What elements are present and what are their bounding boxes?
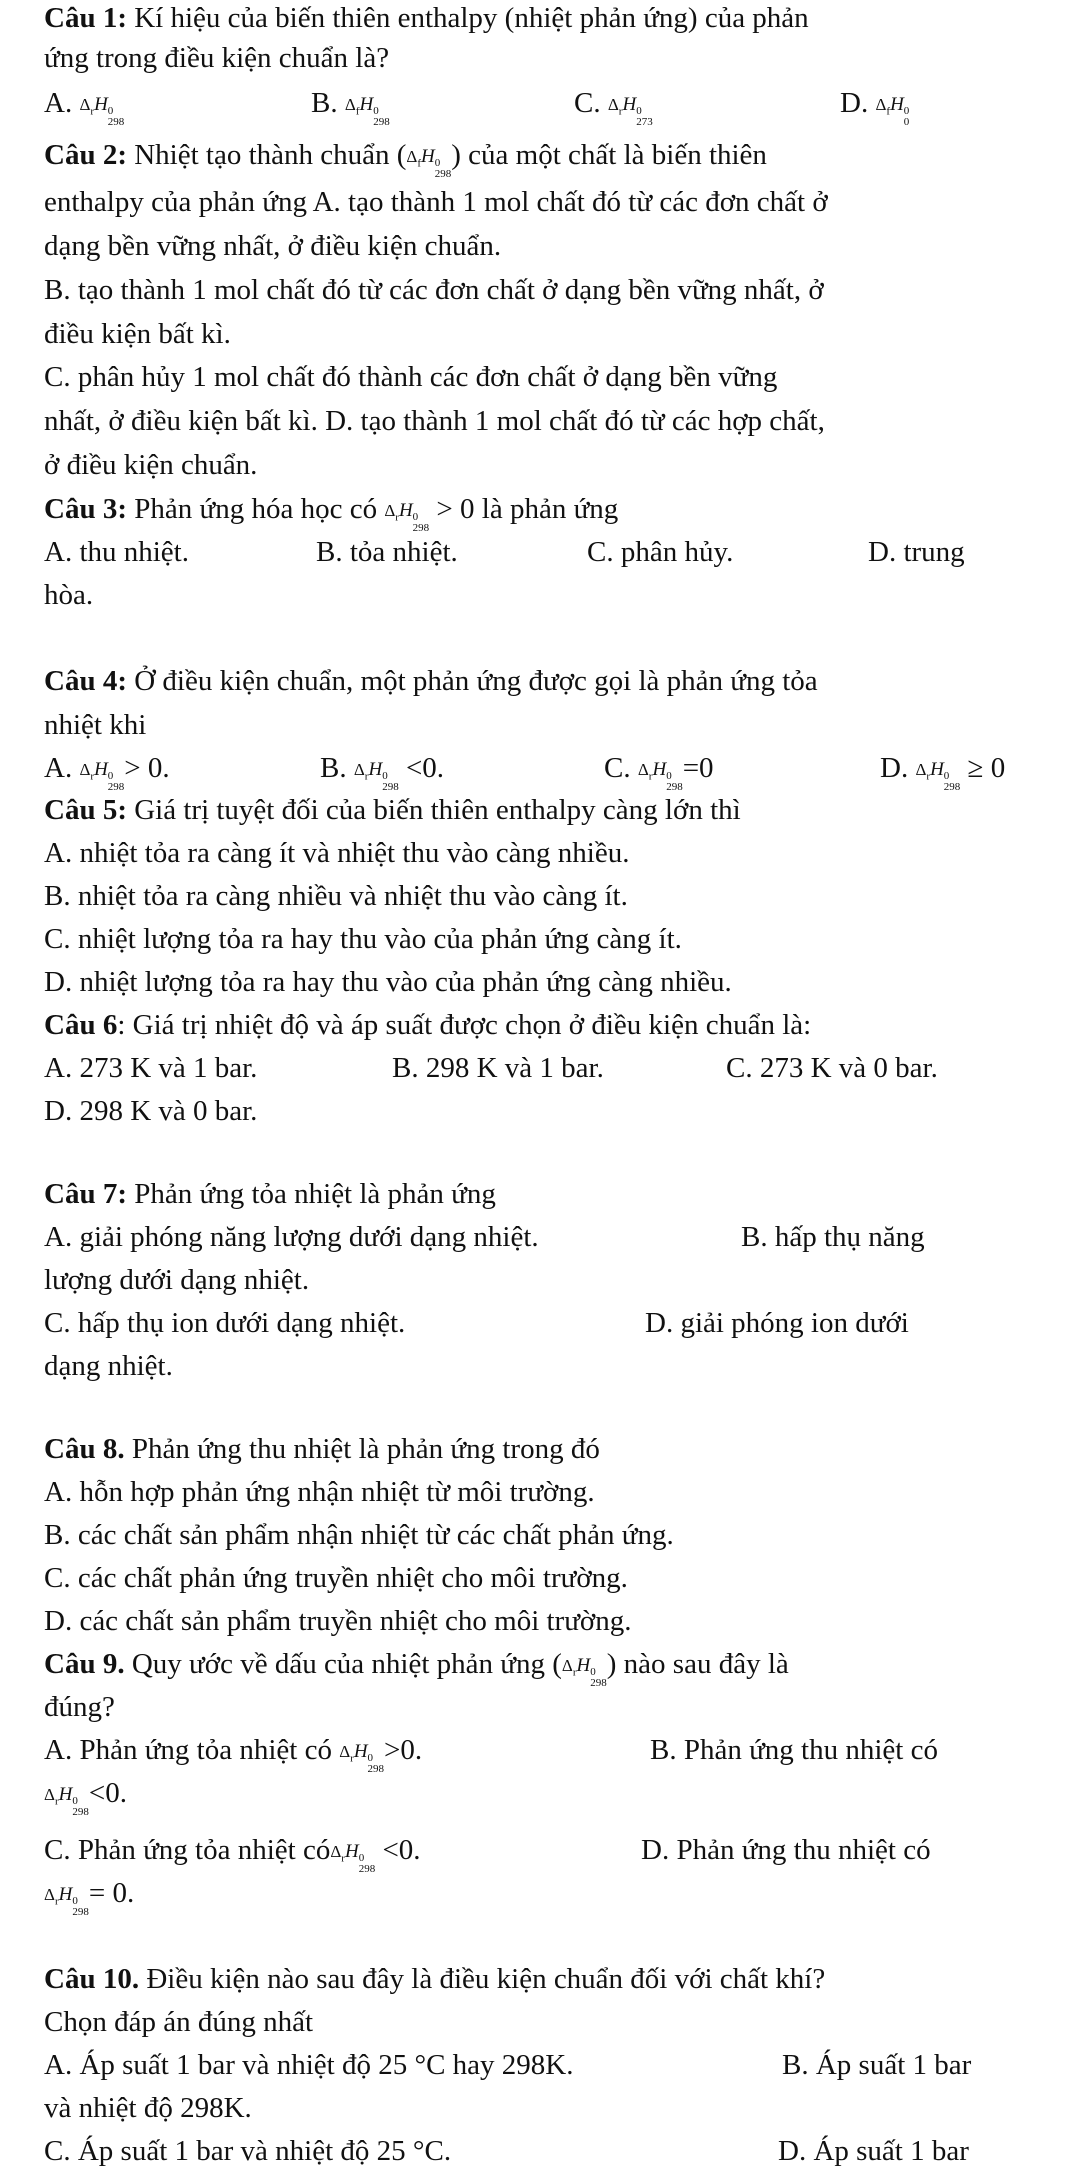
- q10-option-d: D. Áp suất 1 bar: [778, 2135, 969, 2167]
- q4-option-b-tail: <0.: [398, 752, 445, 784]
- formula-dr-h298: $\Delta_rH$ 0 298: [384, 500, 430, 534]
- q1-text: Kí hiệu của biến thiên enthalpy (nhiệt phản ứng) của phản: [126, 2, 809, 34]
- q4-option-d-tail: ≥ 0: [960, 752, 1006, 784]
- q4-line-1: [44, 663, 818, 699]
- q3-option-a: A. thu nhiệt.: [44, 536, 189, 568]
- q9-option-c: [44, 1832, 421, 1875]
- q2-line-2: enthalpy của phản ứng A. tạo thành 1 mol chất đó từ các đơn chất ở: [44, 186, 828, 218]
- q8-option-c: C. các chất phản ứng truyền nhiệt cho môi trường.: [44, 1562, 628, 1594]
- q5-option-c: C. nhiệt lượng tỏa ra hay thu vào của phản ứng càng ít.: [44, 923, 682, 955]
- q8-option-d: D. các chất sản phẩm truyền nhiệt cho môi trường.: [44, 1605, 632, 1637]
- q5-line-1: [44, 792, 741, 828]
- q6-option-d: D. 298 K và 0 bar.: [44, 1095, 258, 1127]
- q2-line-7: nhất, ở điều kiện bất kì. D. tạo thành 1 mol chất đó từ các hợp chất,: [44, 405, 825, 437]
- q4-option-b-label: B.: [320, 752, 347, 784]
- q7-title: Câu 7:: [44, 1178, 127, 1210]
- q9-option-c-label: C. Phản ứng tỏa nhiệt có: [44, 1834, 331, 1866]
- formula-dr-h298: $\Delta_rH$ 0 298: [79, 759, 125, 793]
- q1-option-a: [44, 85, 124, 128]
- formula-dr-h298: $\Delta_rH$ 0 298: [44, 1884, 89, 1918]
- q2-line-3: dạng bền vững nhất, ở điều kiện chuẩn.: [44, 230, 502, 262]
- q10-text: Điều kiện nào sau đây là điều kiện chuẩn đối với chất khí?: [139, 1963, 826, 1995]
- q7-option-d-2: dạng nhiệt.: [44, 1350, 173, 1382]
- q1-title: Câu 1:: [44, 2, 127, 34]
- formula-dr-h298: $\Delta_rH$ 0 298: [79, 94, 125, 128]
- q7-text: Phản ứng tỏa nhiệt là phản ứng: [126, 1178, 496, 1210]
- q9-line-2: đúng?: [44, 1691, 115, 1723]
- q2-line-1: [44, 137, 767, 180]
- q4-option-c-tail: =0: [682, 752, 714, 784]
- q1-text-2: ứng trong điều kiện chuẩn là?: [44, 42, 390, 74]
- q1-line-2: [44, 40, 389, 76]
- q6-option-b: B. 298 K và 1 bar.: [392, 1052, 604, 1084]
- q5-text: Giá trị tuyệt đối của biến thiên enthalpy càng lớn thì: [126, 794, 741, 826]
- q2-line-5: điều kiện bất kì.: [44, 318, 231, 350]
- formula-dr-h298: $\Delta_rH$ 0 298: [353, 759, 399, 793]
- q9-option-d-tail: = 0.: [88, 1877, 135, 1909]
- q9-option-d: D. Phản ứng thu nhiệt có: [641, 1834, 931, 1866]
- q7-option-a: A. giải phóng năng lượng dưới dạng nhiệt.: [44, 1221, 539, 1253]
- formula-df-h298: $\Delta_fH$ 0 298: [406, 146, 452, 180]
- q2-text: Nhiệt tạo thành chuẩn (: [126, 139, 407, 171]
- formula-dr-h298: $\Delta_rH$ 0 298: [339, 1741, 385, 1775]
- q1-option-c: [574, 85, 653, 128]
- q1-option-a-label: A.: [44, 87, 73, 119]
- q6-line-1: [44, 1007, 811, 1043]
- q5-option-d: D. nhiệt lượng tỏa ra hay thu vào của phản ứng càng nhiều.: [44, 966, 732, 998]
- q3-text: Phản ứng hóa học có: [126, 493, 385, 525]
- q4-text: Ở điều kiện chuẩn, một phản ứng được gọi là phản ứng tỏa: [126, 665, 818, 697]
- formula-dr-h298: $\Delta_rH$ 0 298: [561, 1655, 607, 1689]
- q6-option-c: C. 273 K và 0 bar.: [726, 1052, 938, 1084]
- formula-dr-h273: $\Delta_rH$ 0 273: [607, 94, 653, 128]
- q7-line-1: [44, 1176, 496, 1212]
- q10-option-b: B. Áp suất 1 bar: [782, 2049, 972, 2081]
- formula-dr-h298: $\Delta_rH$ 0 298: [637, 759, 683, 793]
- q8-text: Phản ứng thu nhiệt là phản ứng trong đó: [124, 1433, 600, 1465]
- q4-option-c-label: C.: [604, 752, 631, 784]
- q7-option-c: C. hấp thụ ion dưới dạng nhiệt.: [44, 1307, 406, 1339]
- q1-option-c-label: C.: [574, 87, 601, 119]
- q2-option-c: C. phân hủy 1 mol chất đó thành các đơn chất ở dạng bền vững: [44, 361, 778, 393]
- q3-option-d: D. trung: [868, 536, 965, 568]
- formula-dr-h298: $\Delta_rH$ 0 298: [44, 1784, 89, 1818]
- q9-option-b: B. Phản ứng thu nhiệt có: [650, 1734, 938, 1766]
- q9-option-b-tail: <0.: [88, 1777, 127, 1809]
- q10-option-a: A. Áp suất 1 bar và nhiệt độ 25 °C hay 298K.: [44, 2049, 574, 2081]
- formula-df-h0: $\Delta_fH$ 0 0: [875, 94, 910, 128]
- q5-title: Câu 5:: [44, 794, 127, 826]
- q9-text: Quy ước về dấu của nhiệt phản ứng (: [124, 1648, 562, 1680]
- q10-line-2: Chọn đáp án đúng nhất: [44, 2006, 314, 2038]
- q6-text: : Giá trị nhiệt độ và áp suất được chọn ở điều kiện chuẩn là:: [117, 1009, 812, 1041]
- q1-option-d: [840, 85, 909, 128]
- q6-option-a: A. 273 K và 1 bar.: [44, 1052, 258, 1084]
- q9-option-d-2: [44, 1875, 134, 1918]
- q7-option-b: B. hấp thụ năng: [741, 1221, 925, 1253]
- q1-option-d-label: D.: [840, 87, 869, 119]
- q3-option-d-2: hòa.: [44, 579, 94, 611]
- q9-title: Câu 9.: [44, 1648, 125, 1680]
- q9-option-a-tail: >0.: [384, 1734, 423, 1766]
- formula-df-h298: $\Delta_fH$ 0 298: [344, 94, 390, 128]
- q3-line-1: [44, 491, 618, 534]
- q4-option-d: [880, 750, 1005, 793]
- q10-option-c: C. Áp suất 1 bar và nhiệt độ 25 °C.: [44, 2135, 452, 2167]
- q3-text-2: > 0 là phản ứng: [429, 493, 619, 525]
- q3-option-b: B. tỏa nhiệt.: [316, 536, 458, 568]
- q4-option-a-tail: > 0.: [124, 752, 170, 784]
- q9-option-c-tail: <0.: [375, 1834, 421, 1866]
- q5-option-b: B. nhiệt tỏa ra càng nhiều và nhiệt thu vào càng ít.: [44, 880, 628, 912]
- q3-title: Câu 3:: [44, 493, 127, 525]
- q9-option-a-label: A. Phản ứng tỏa nhiệt có: [44, 1734, 340, 1766]
- q6-title: Câu 6: [44, 1009, 118, 1041]
- q4-option-d-label: D.: [880, 752, 909, 784]
- q5-option-a: A. nhiệt tỏa ra càng ít và nhiệt thu vào càng nhiều.: [44, 837, 630, 869]
- q1-option-b: [311, 85, 390, 128]
- q9-option-b-2: [44, 1775, 127, 1818]
- formula-dr-h298: $\Delta_rH$ 0 298: [915, 759, 961, 793]
- q2-line-8: ở điều kiện chuẩn.: [44, 449, 258, 481]
- q10-title: Câu 10.: [44, 1963, 140, 1995]
- q1-line-1: [44, 0, 809, 36]
- formula-dr-h298: $\Delta_rH$ 0 298: [330, 1841, 376, 1875]
- q9-text-2: ) nào sau đây là: [606, 1648, 789, 1680]
- q8-option-b: B. các chất sản phẩm nhận nhiệt từ các chất phản ứng.: [44, 1519, 674, 1551]
- q1-option-b-label: B.: [311, 87, 338, 119]
- q7-option-b-2: lượng dưới dạng nhiệt.: [44, 1264, 310, 1296]
- q4-line-2: nhiệt khi: [44, 709, 147, 741]
- q8-title: Câu 8.: [44, 1433, 125, 1465]
- q4-option-a-label: A.: [44, 752, 73, 784]
- q4-title: Câu 4:: [44, 665, 127, 697]
- q4-option-a: [44, 750, 170, 793]
- q8-line-1: [44, 1431, 600, 1467]
- q7-option-d: D. giải phóng ion dưới: [645, 1307, 909, 1339]
- q3-option-c: C. phân hủy.: [587, 536, 734, 568]
- q2-text-2: ) của một chất là biến thiên: [451, 139, 767, 171]
- q4-option-b: [320, 750, 444, 793]
- q9-option-a: [44, 1732, 422, 1775]
- q4-option-c: [604, 750, 714, 793]
- q2-option-b: B. tạo thành 1 mol chất đó từ các đơn chất ở dạng bền vững nhất, ở: [44, 274, 824, 306]
- q10-option-b-2: và nhiệt độ 298K.: [44, 2092, 252, 2124]
- q8-option-a: A. hỗn hợp phản ứng nhận nhiệt từ môi trường.: [44, 1476, 595, 1508]
- q2-title: Câu 2:: [44, 139, 127, 171]
- q9-line-1: [44, 1646, 789, 1689]
- q10-line-1: [44, 1961, 825, 1997]
